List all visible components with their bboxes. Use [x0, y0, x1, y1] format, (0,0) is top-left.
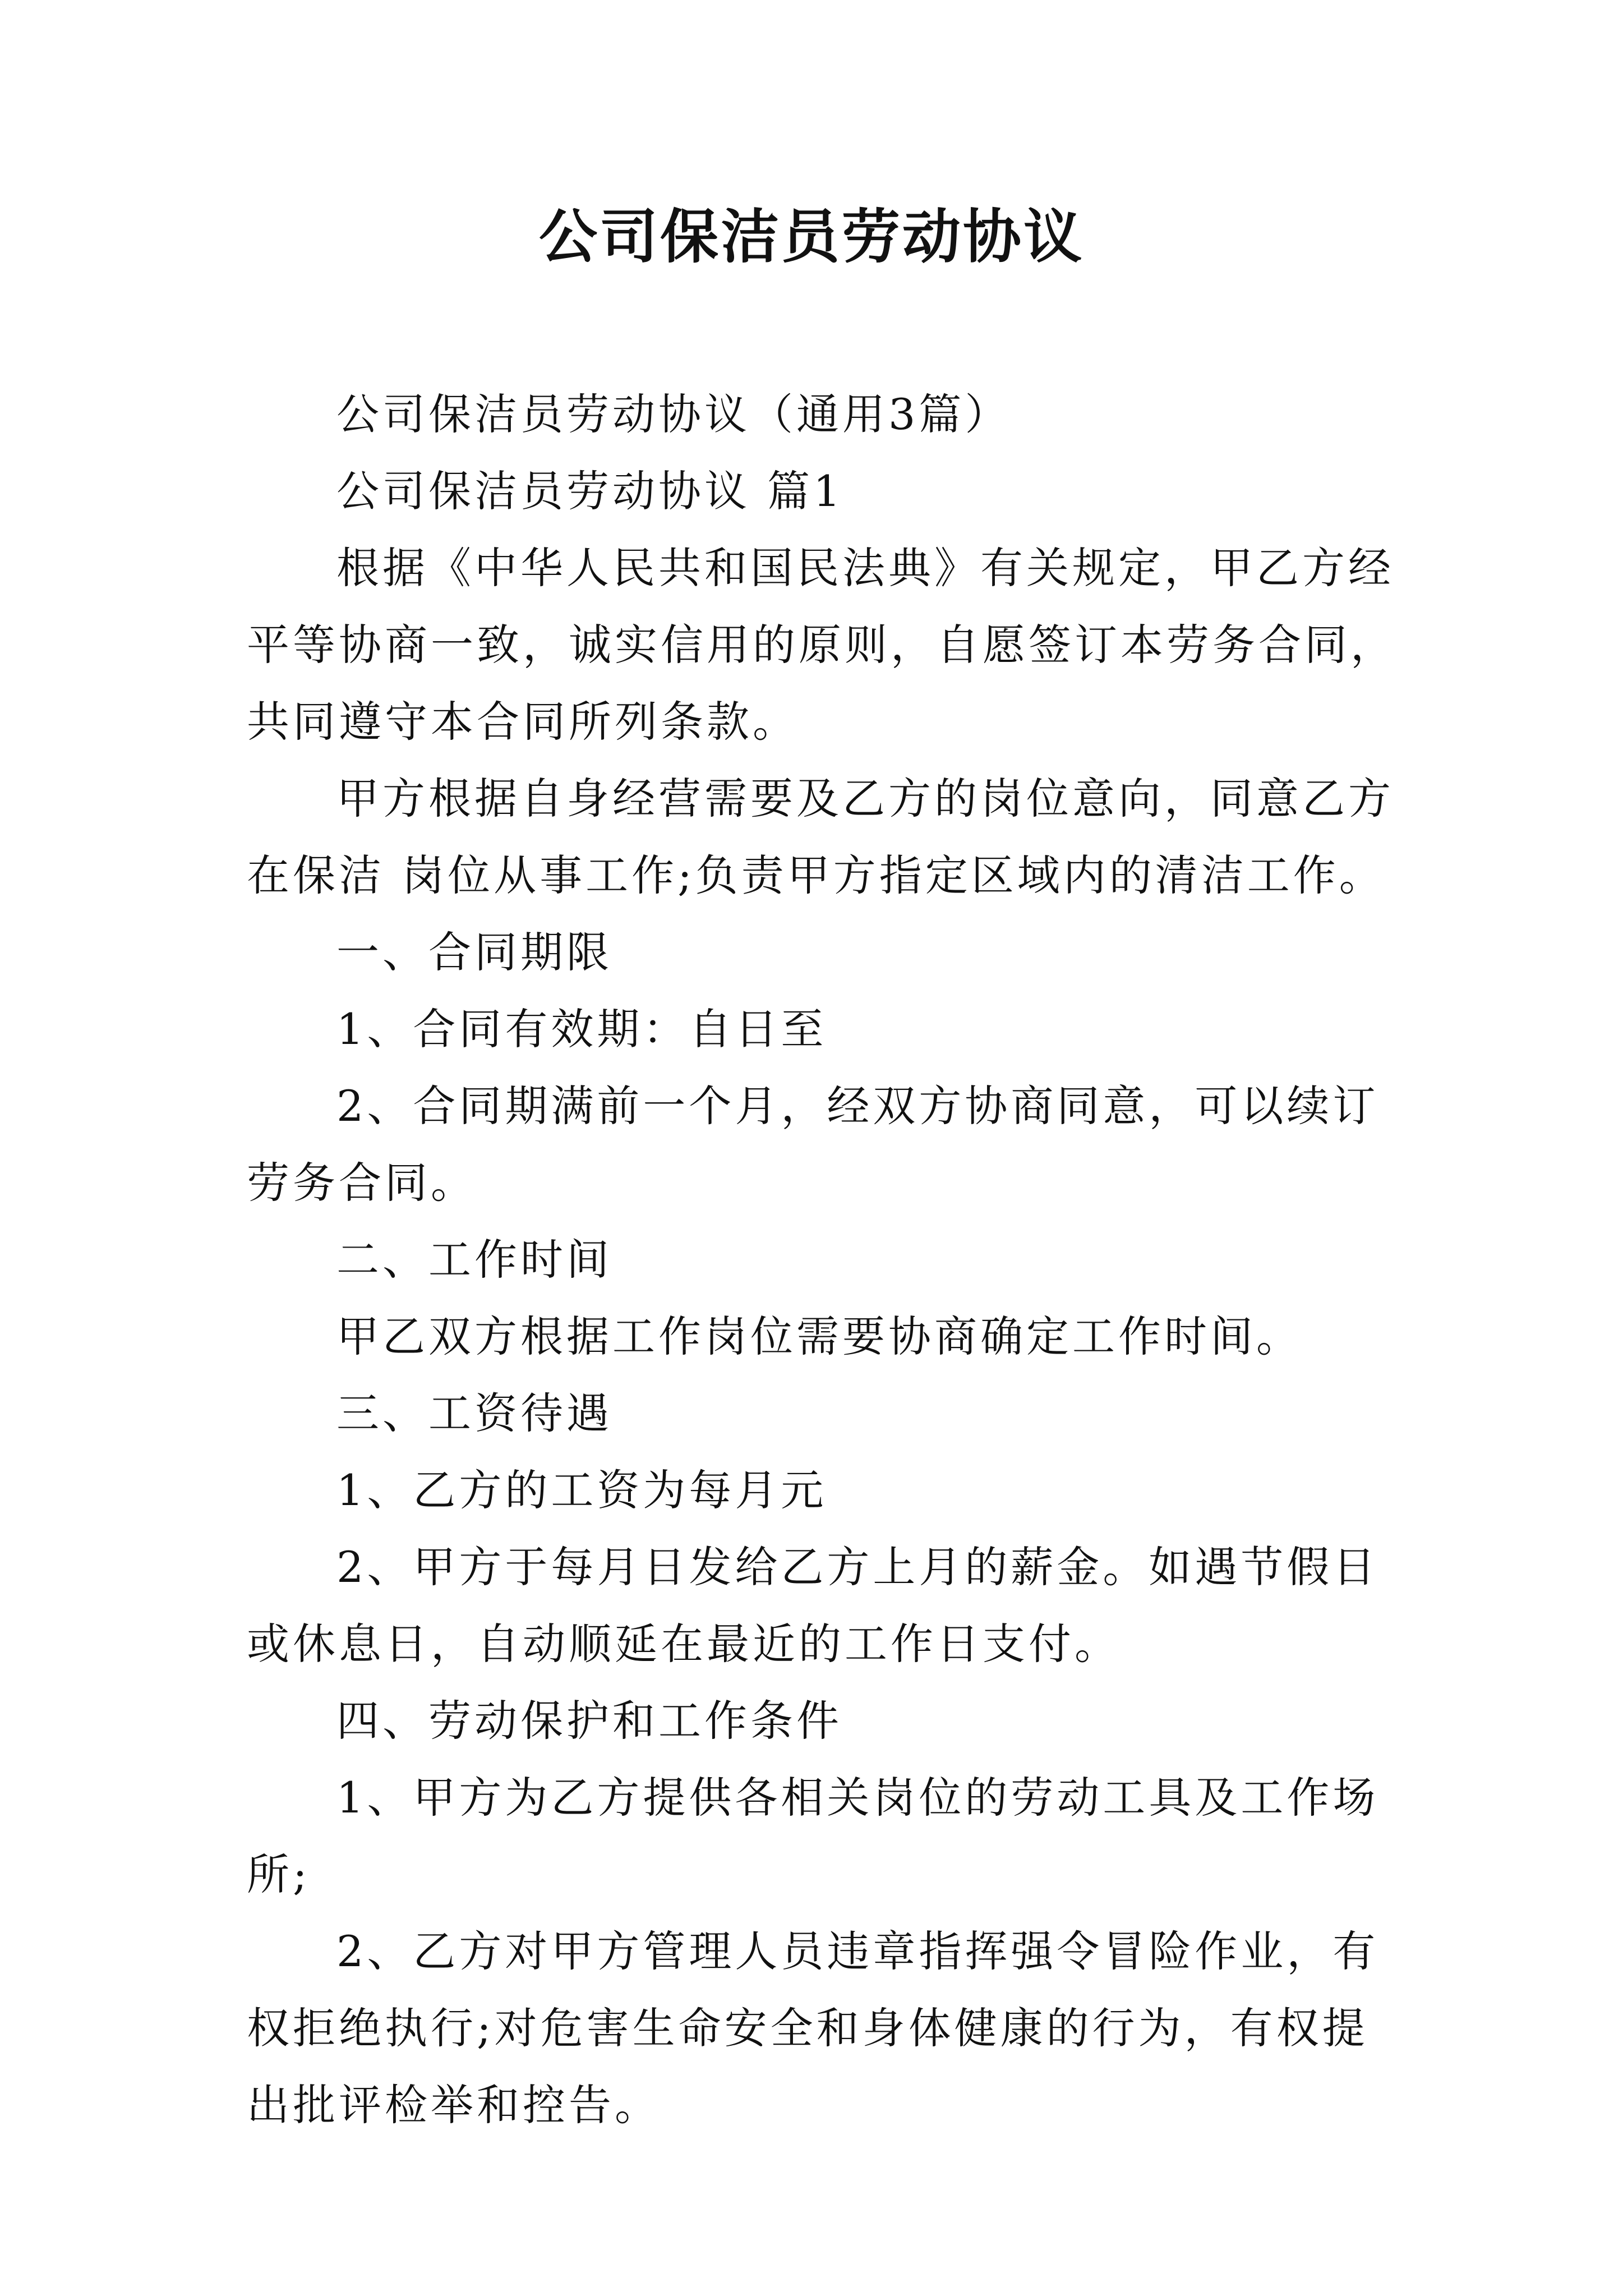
- paragraph: 1、合同有效期：自日至: [336, 1004, 827, 1054]
- document-body: [247, 376, 1396, 2143]
- clause-heading: 二、工作时间: [336, 1235, 612, 1285]
- paragraph: 2、甲方于每月日发给乙方上月的薪金。如遇节假日或休息日，自动顺延在最近的工作日支付。: [247, 1542, 1379, 1669]
- paragraph: 甲方根据自身经营需要及乙方的岗位意向，同意乙方在保洁 岗位从事工作;负责甲方指定区域内的清洁工作。: [247, 774, 1394, 900]
- clause-heading: 三、工资待遇: [336, 1388, 612, 1438]
- paragraph: 2、乙方对甲方管理人员违章指挥强令冒险作业，有权拒绝执行;对危害生命安全和身体健康的行为，有权提出批评检举和控告。: [247, 1926, 1379, 2130]
- paragraph-section-heading: 公司保洁员劳动协议 篇1: [336, 466, 844, 516]
- document-title: 公司保洁员劳动协议: [538, 203, 1084, 271]
- paragraph: 1、甲方为乙方提供各相关岗位的劳动工具及工作场所;: [247, 1773, 1379, 1899]
- paragraph: 1、乙方的工资为每月元: [336, 1465, 827, 1515]
- clause-heading: 四、劳动保护和工作条件: [336, 1696, 842, 1746]
- paragraph-subtitle: 公司保洁员劳动协议（通用3篇）: [336, 389, 1011, 439]
- paragraph: 甲乙双方根据工作岗位需要协商确定工作时间。: [336, 1312, 1302, 1361]
- paragraph: 2、合同期满前一个月，经双方协商同意，可以续订劳务合同。: [247, 1081, 1379, 1208]
- paragraph: 根据《中华人民共和国民法典》有关规定，甲乙方经平等协商一致，诚实信用的原则，自愿签订本劳务合同，共同遵守本合同所列条款。: [247, 543, 1396, 747]
- clause-heading: 一、合同期限: [336, 927, 612, 977]
